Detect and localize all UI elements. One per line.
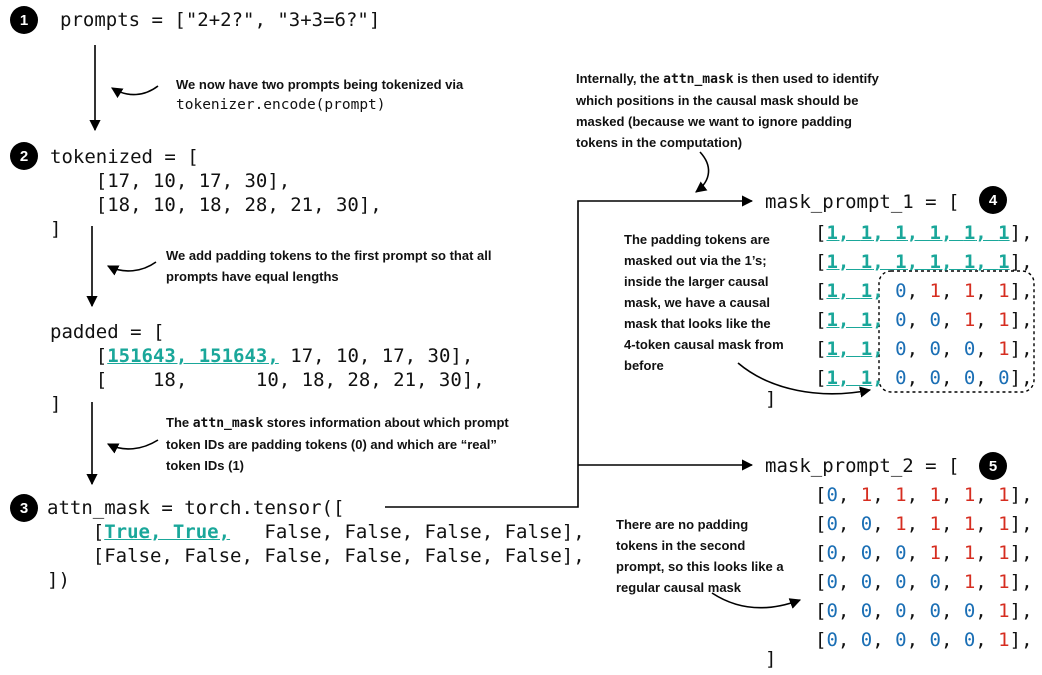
mask-prompt-2-close: ] [765,648,777,670]
mask-cell: 0 [929,338,941,360]
mask-cell: 0 [826,513,838,535]
mask-cell: 1 [826,222,838,244]
mask-cell: 1 [998,513,1010,535]
mask-cell: 0 [895,542,907,564]
mask-row: [1, 1, 0, 0, 1, 1], [815,309,1033,331]
step-badge-1: 1 [10,6,38,34]
mask-cell: 1 [826,251,838,273]
mask-cell: 0 [860,513,873,535]
mask-cell: 1 [860,367,873,389]
attn-true-values: True, True, [104,521,231,543]
mask-cell: 1 [929,251,941,273]
mask-cell: 1 [998,251,1010,273]
mask-cell: 0 [895,629,907,651]
note-top-pre: Internally, the [576,71,664,86]
mask-cell: 1 [860,484,873,506]
mask-cell: 0 [963,600,976,622]
mask-cell: 0 [998,367,1010,389]
note-attn-code: attn_mask [192,416,264,431]
mask-cell: 1 [963,251,976,273]
step-badge-3: 3 [10,494,38,522]
mask-row: [0, 1, 1, 1, 1, 1], [815,484,1033,506]
padded-head: padded = [ [50,321,165,343]
note-top-code: attn_mask [663,72,734,87]
mask-cell: 1 [963,484,976,506]
note-tokenize-code: tokenizer.encode(prompt) [176,97,386,113]
mask-cell: 0 [860,600,873,622]
mask-cell: 1 [998,309,1010,331]
note-padding-masked: The padding tokens are masked out via the 1’s; inside the larger causal mask, we have a causal mask that looks like the 4-token causal mask from before [624,232,784,373]
mask-cell: 0 [929,571,941,593]
mask-row: [0, 0, 0, 0, 1, 1], [815,571,1033,593]
mask-cell: 0 [826,600,838,622]
mask-row: [1, 1, 0, 1, 1, 1], [815,280,1033,302]
mask-prompt-1-matrix [815,219,1033,393]
note-tokenize-text: We now have two prompts being tokenized via [176,77,464,92]
mask-prompt-2-matrix [815,481,1033,655]
attn-mask-head: attn_mask = torch.tensor([ [47,497,345,519]
mask-cell: 1 [826,367,838,389]
mask-cell: 1 [895,513,907,535]
mask-cell: 1 [826,280,838,302]
attn-row-2: [False, False, False, False, False, False], [92,545,585,567]
mask-cell: 1 [860,309,873,331]
mask-row: [1, 1, 0, 0, 0, 0], [815,367,1033,389]
curved-pointer-note2 [108,262,156,271]
mask-cell: 1 [826,338,838,360]
step-badge-2: 2 [10,142,38,170]
mask-cell: 0 [963,338,976,360]
mask-cell: 1 [963,571,976,593]
note-tokenize [176,74,496,116]
mask-cell: 0 [929,629,941,651]
attn-row1-rest: False, False, False, False], [230,521,585,543]
mask-cell: 1 [998,222,1010,244]
step-badge-4: 4 [979,186,1007,214]
padded-close: ] [50,393,62,415]
mask-cell: 1 [929,484,941,506]
mask-cell: 1 [929,222,941,244]
mask-cell: 0 [963,367,976,389]
mask-cell: 0 [895,280,907,302]
mask-cell: 1 [998,338,1010,360]
mask-cell: 0 [826,484,838,506]
mask-cell: 1 [860,251,873,273]
mask-cell: 0 [895,367,907,389]
tokenized-row-2: [18, 10, 18, 28, 21, 30], [95,194,382,216]
curved-pointer-note3 [108,440,158,449]
mask-cell: 1 [963,222,976,244]
mask-prompt-1-head: mask_prompt_1 = [ [765,191,960,213]
note-attn-pre: The [166,415,193,430]
mask-cell: 0 [895,600,907,622]
mask-cell: 1 [860,222,873,244]
mask-cell: 1 [895,484,907,506]
mask-cell: 0 [963,629,976,651]
mask-cell: 1 [860,280,873,302]
mask-cell: 0 [860,571,873,593]
mask-row: [0, 0, 0, 0, 0, 1], [815,600,1033,622]
mask-cell: 1 [826,309,838,331]
mask-prompt-1-close: ] [765,388,777,410]
mask-cell: 1 [963,542,976,564]
note-internal-mask [576,68,896,153]
attn-row1-open: [ [92,521,105,543]
padded-code [50,320,485,416]
mask-cell: 1 [998,629,1010,651]
curved-pointer-note1 [112,86,158,95]
mask-cell: 1 [963,513,976,535]
mask-cell: 0 [929,600,941,622]
mask-row: [0, 0, 0, 1, 1, 1], [815,542,1033,564]
mask-cell: 0 [860,542,873,564]
mask-cell: 0 [826,542,838,564]
mask-cell: 1 [998,542,1010,564]
note-top-post: is then used to identify which positions in the causal mask should be masked (because we want to ignore padding tokens in the computation) [576,71,879,150]
mask-prompt-2-head: mask_prompt_2 = [ [765,455,960,477]
mask-cell: 1 [895,251,907,273]
mask-cell: 1 [860,338,873,360]
mask-row: [1, 1, 1, 1, 1, 1], [815,251,1033,273]
mask-row: [0, 0, 0, 0, 0, 1], [815,629,1033,651]
padded-pad-tokens: 151643, 151643, [107,345,279,367]
mask-cell: 0 [895,309,907,331]
mask-cell: 1 [998,280,1010,302]
note-attn-post: stores information about which prompt token IDs are padding tokens (0) and which are “real” token IDs (1) [166,415,509,473]
mask-cell: 1 [929,542,941,564]
mask-cell: 0 [826,629,838,651]
attn-mask-code [47,496,585,592]
note-no-padding: There are no padding tokens in the second prompt, so this looks like a regular causal mask [616,517,784,595]
attn-mask-close: ]) [47,569,70,591]
mask-cell: 1 [998,600,1010,622]
mask-row: [0, 0, 1, 1, 1, 1], [815,513,1033,535]
tokenized-close: ] [50,218,62,240]
mask-cell: 0 [895,338,907,360]
mask-cell: 1 [998,571,1010,593]
tokenized-row-1: [17, 10, 17, 30], [95,170,291,192]
mask-cell: 0 [826,571,838,593]
mask-cell: 1 [998,484,1010,506]
tokenized-head: tokenized = [ [50,146,199,168]
mask-cell: 1 [963,280,976,302]
mask-cell: 0 [895,571,907,593]
tokenized-code [50,145,382,241]
mask-cell: 1 [895,222,907,244]
padded-row1-open: [ [95,345,108,367]
mask-cell: 0 [929,309,941,331]
mask-cell: 0 [929,367,941,389]
mask-cell: 0 [860,629,873,651]
padded-row-2: [ 18, 10, 18, 28, 21, 30], [95,369,485,391]
mask-row: [1, 1, 0, 0, 0, 1], [815,338,1033,360]
padded-row1-rest: 17, 10, 17, 30], [278,345,474,367]
curved-pointer-note-top [696,152,709,192]
mask-row: [1, 1, 1, 1, 1, 1], [815,222,1033,244]
mask-cell: 1 [929,280,941,302]
step-badge-5: 5 [979,452,1007,480]
prompts-code: prompts = ["2+2?", "3+3=6?"] [60,9,381,31]
mask-cell: 1 [929,513,941,535]
mask-cell: 1 [963,309,976,331]
note-padding: We add padding tokens to the first prompt so that all prompts have equal lengths [166,248,492,284]
note-attn-mask [166,412,511,476]
